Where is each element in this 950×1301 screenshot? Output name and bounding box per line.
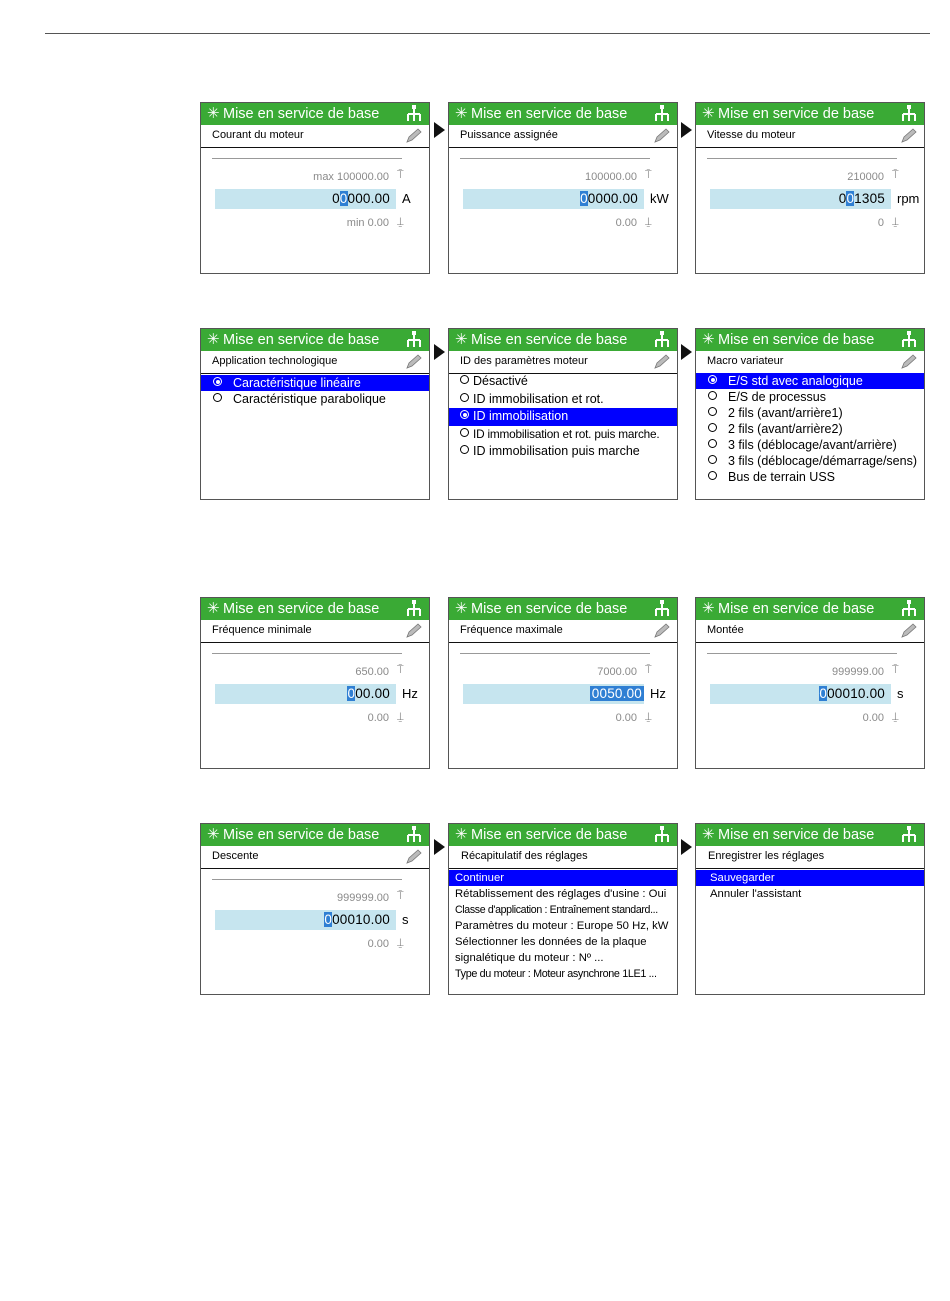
hierarchy-icon[interactable]: [653, 600, 671, 618]
cancel-wizard-item[interactable]: Annuler l'assistant: [710, 888, 802, 900]
hierarchy-icon[interactable]: [900, 105, 918, 123]
unit-label: Hz: [650, 686, 666, 701]
option-item[interactable]: 2 fils (avant/arrière1): [696, 405, 924, 421]
edit-pencil-icon[interactable]: [405, 623, 423, 639]
hierarchy-icon[interactable]: [405, 105, 423, 123]
radio-icon: [460, 393, 469, 402]
screen-header: ✳ Mise en service de base: [449, 824, 677, 846]
max-value: 210000: [847, 171, 884, 183]
screen-motor-current: [200, 102, 430, 274]
screen-min-frequency: [200, 597, 430, 769]
radio-icon: [708, 439, 717, 448]
radio-icon: [460, 445, 469, 454]
min-value: 0.00: [615, 217, 637, 229]
min-limit-icon: ⍊: [892, 216, 899, 228]
unit-label: A: [402, 191, 411, 206]
screen-subtitle: ID des paramètres moteur: [449, 351, 677, 374]
hierarchy-icon[interactable]: [653, 826, 671, 844]
value-input[interactable]: 00000.00: [463, 189, 644, 209]
radio-icon: [708, 391, 717, 400]
min-value: min 0.00: [346, 217, 389, 229]
wizard-icon: ✳: [455, 826, 468, 843]
wizard-icon: ✳: [702, 331, 715, 348]
max-limit-icon: ⍑: [397, 169, 404, 181]
option-item[interactable]: 2 fils (avant/arrière2): [696, 421, 924, 437]
flow-arrow-right: [681, 344, 692, 360]
edit-pencil-icon[interactable]: [900, 128, 918, 144]
screen-ramp-up: [695, 597, 925, 769]
divider: [212, 653, 402, 654]
wizard-icon: ✳: [207, 331, 220, 348]
option-item[interactable]: Bus de terrain USS: [696, 469, 924, 485]
max-value: 100000.00: [585, 171, 637, 183]
min-value: 0.00: [367, 712, 389, 724]
flow-arrow-right: [434, 839, 445, 855]
screen-header: ✳ Mise en service de base: [696, 824, 924, 846]
min-limit-icon: ⍊: [397, 216, 404, 228]
option-item[interactable]: 3 fils (déblocage/avant/arrière): [696, 437, 924, 453]
screen-subtitle: Montée: [696, 620, 924, 643]
max-limit-icon: ⍑: [397, 664, 404, 676]
edit-pencil-icon[interactable]: [405, 849, 423, 865]
value-input[interactable]: 0050.00: [463, 684, 644, 704]
edit-pencil-icon[interactable]: [405, 128, 423, 144]
flow-arrow-right: [434, 122, 445, 138]
option-item[interactable]: E/S std avec analogique: [696, 373, 924, 389]
wizard-icon: ✳: [702, 105, 715, 122]
divider: [460, 158, 650, 159]
min-limit-icon: ⍊: [397, 711, 404, 723]
screen-save-settings: [695, 823, 925, 995]
divider: [212, 879, 402, 880]
summary-line: Classe d'application : Entraînement standard...: [455, 904, 658, 916]
screen-technological-application: [200, 328, 430, 500]
unit-label: kW: [650, 191, 669, 206]
radio-selected-icon: [213, 377, 222, 386]
screen-subtitle: Descente: [201, 846, 429, 869]
screen-header: ✳ Mise en service de base: [696, 598, 924, 620]
option-item[interactable]: Caractéristique parabolique: [201, 391, 429, 407]
summary-line: Rétablissement des réglages d'usine : Oui: [455, 888, 667, 900]
option-item[interactable]: 3 fils (déblocage/démarrage/sens): [696, 453, 924, 469]
summary-line: Type du moteur : Moteur asynchrone 1LE1 ...: [455, 968, 657, 980]
edit-pencil-icon[interactable]: [900, 623, 918, 639]
screen-header: ✳ Mise en service de base: [449, 103, 677, 125]
radio-selected-icon: [708, 375, 717, 384]
value-input[interactable]: 000.00: [215, 684, 396, 704]
option-item[interactable]: ID immobilisation et rot. puis marche.: [449, 426, 677, 444]
max-value: max 100000.00: [313, 171, 389, 183]
unit-label: s: [402, 912, 409, 927]
value-input[interactable]: 000010.00: [215, 910, 396, 930]
wizard-icon: ✳: [455, 105, 468, 122]
wizard-icon: ✳: [455, 600, 468, 617]
wizard-icon: ✳: [207, 826, 220, 843]
screen-subtitle: Application technologique: [201, 351, 429, 374]
min-limit-icon: ⍊: [645, 711, 652, 723]
option-item[interactable]: ID immobilisation puis marche: [449, 443, 677, 461]
max-value: 650.00: [355, 666, 389, 678]
value-input[interactable]: 001305: [710, 189, 891, 209]
screen-subtitle: Puissance assignée: [449, 125, 677, 148]
value-input[interactable]: 00000.00: [215, 189, 396, 209]
screen-subtitle: Récapitulatif des réglages: [449, 846, 677, 869]
option-item[interactable]: E/S de processus: [696, 389, 924, 405]
radio-selected-icon: [460, 410, 469, 419]
screen-header: ✳ Mise en service de base: [201, 824, 429, 846]
screen-header: ✳ Mise en service de base: [201, 103, 429, 125]
summary-list: [449, 870, 677, 982]
max-value: 999999.00: [832, 666, 884, 678]
divider: [707, 653, 897, 654]
summary-line: Paramètres du moteur : Europe 50 Hz, kW: [455, 920, 669, 932]
screen-drive-macro: [695, 328, 925, 500]
option-item[interactable]: Caractéristique linéaire: [201, 375, 429, 391]
screen-header: ✳ Mise en service de base: [201, 329, 429, 351]
value-input[interactable]: 000010.00: [710, 684, 891, 704]
wizard-icon: ✳: [207, 600, 220, 617]
option-item[interactable]: ID immobilisation: [449, 408, 677, 426]
screen-motor-speed: [695, 102, 925, 274]
option-item[interactable]: Désactivé: [449, 373, 677, 391]
hierarchy-icon[interactable]: [900, 600, 918, 618]
hierarchy-icon[interactable]: [405, 600, 423, 618]
screen-motor-data-identification: [448, 328, 678, 500]
screen-rated-power: [448, 102, 678, 274]
screen-header: ✳ Mise en service de base: [696, 103, 924, 125]
hierarchy-icon[interactable]: [405, 331, 423, 349]
radio-icon: [708, 407, 717, 416]
edit-pencil-icon[interactable]: [653, 128, 671, 144]
flow-arrow-right: [681, 839, 692, 855]
wizard-icon: ✳: [455, 331, 468, 348]
max-limit-icon: ⍑: [645, 664, 652, 676]
divider: [707, 158, 897, 159]
screen-max-frequency: [448, 597, 678, 769]
edit-pencil-icon[interactable]: [653, 354, 671, 370]
wizard-icon: ✳: [702, 600, 715, 617]
radio-icon: [708, 471, 717, 480]
option-item[interactable]: ID immobilisation et rot.: [449, 391, 677, 409]
min-value: 0.00: [862, 712, 884, 724]
edit-pencil-icon[interactable]: [900, 354, 918, 370]
radio-icon: [460, 428, 469, 437]
radio-icon: [708, 455, 717, 464]
hierarchy-icon[interactable]: [405, 826, 423, 844]
option-list: [449, 373, 677, 461]
unit-label: Hz: [402, 686, 418, 701]
radio-icon: [213, 393, 222, 402]
screen-header: ✳ Mise en service de base: [201, 598, 429, 620]
save-item[interactable]: Sauvegarder: [696, 870, 924, 886]
min-value: 0: [877, 217, 884, 229]
min-limit-icon: ⍊: [645, 216, 652, 228]
max-value: 7000.00: [597, 666, 637, 678]
radio-icon: [460, 375, 469, 384]
max-limit-icon: ⍑: [892, 664, 899, 676]
screen-subtitle: Fréquence minimale: [201, 620, 429, 643]
option-list: [696, 373, 924, 485]
hierarchy-icon[interactable]: [653, 331, 671, 349]
edit-pencil-icon[interactable]: [653, 623, 671, 639]
action-list: [696, 870, 924, 902]
max-value: 999999.00: [337, 892, 389, 904]
unit-label: rpm: [897, 191, 920, 206]
min-value: 0.00: [615, 712, 637, 724]
screen-header: ✳ Mise en service de base: [449, 329, 677, 351]
screen-header: ✳ Mise en service de base: [696, 329, 924, 351]
page-top-rule: [45, 33, 930, 34]
edit-pencil-icon[interactable]: [405, 354, 423, 370]
wizard-icon: ✳: [207, 105, 220, 122]
screen-ramp-down: [200, 823, 430, 995]
screen-header: ✳ Mise en service de base: [449, 598, 677, 620]
screen-subtitle: Vitesse du moteur: [696, 125, 924, 148]
screen-subtitle: Enregistrer les réglages: [696, 846, 924, 869]
hierarchy-icon[interactable]: [900, 331, 918, 349]
option-list: [201, 375, 429, 407]
divider: [460, 653, 650, 654]
summary-line: signalétique du moteur : Nº ...: [455, 952, 604, 964]
continue-item[interactable]: Continuer: [449, 870, 677, 886]
min-limit-icon: ⍊: [892, 711, 899, 723]
unit-label: s: [897, 686, 904, 701]
hierarchy-icon[interactable]: [653, 105, 671, 123]
max-limit-icon: ⍑: [397, 890, 404, 902]
divider: [212, 158, 402, 159]
max-limit-icon: ⍑: [645, 169, 652, 181]
hierarchy-icon[interactable]: [900, 826, 918, 844]
flow-arrow-right: [681, 122, 692, 138]
screen-subtitle: Fréquence maximale: [449, 620, 677, 643]
summary-line: Sélectionner les données de la plaque: [455, 936, 647, 948]
screen-subtitle: Macro variateur: [696, 351, 924, 374]
wizard-icon: ✳: [702, 826, 715, 843]
flow-arrow-right: [434, 344, 445, 360]
max-limit-icon: ⍑: [892, 169, 899, 181]
screen-subtitle: Courant du moteur: [201, 125, 429, 148]
radio-icon: [708, 423, 717, 432]
min-value: 0.00: [367, 938, 389, 950]
min-limit-icon: ⍊: [397, 937, 404, 949]
screen-settings-summary: [448, 823, 678, 995]
